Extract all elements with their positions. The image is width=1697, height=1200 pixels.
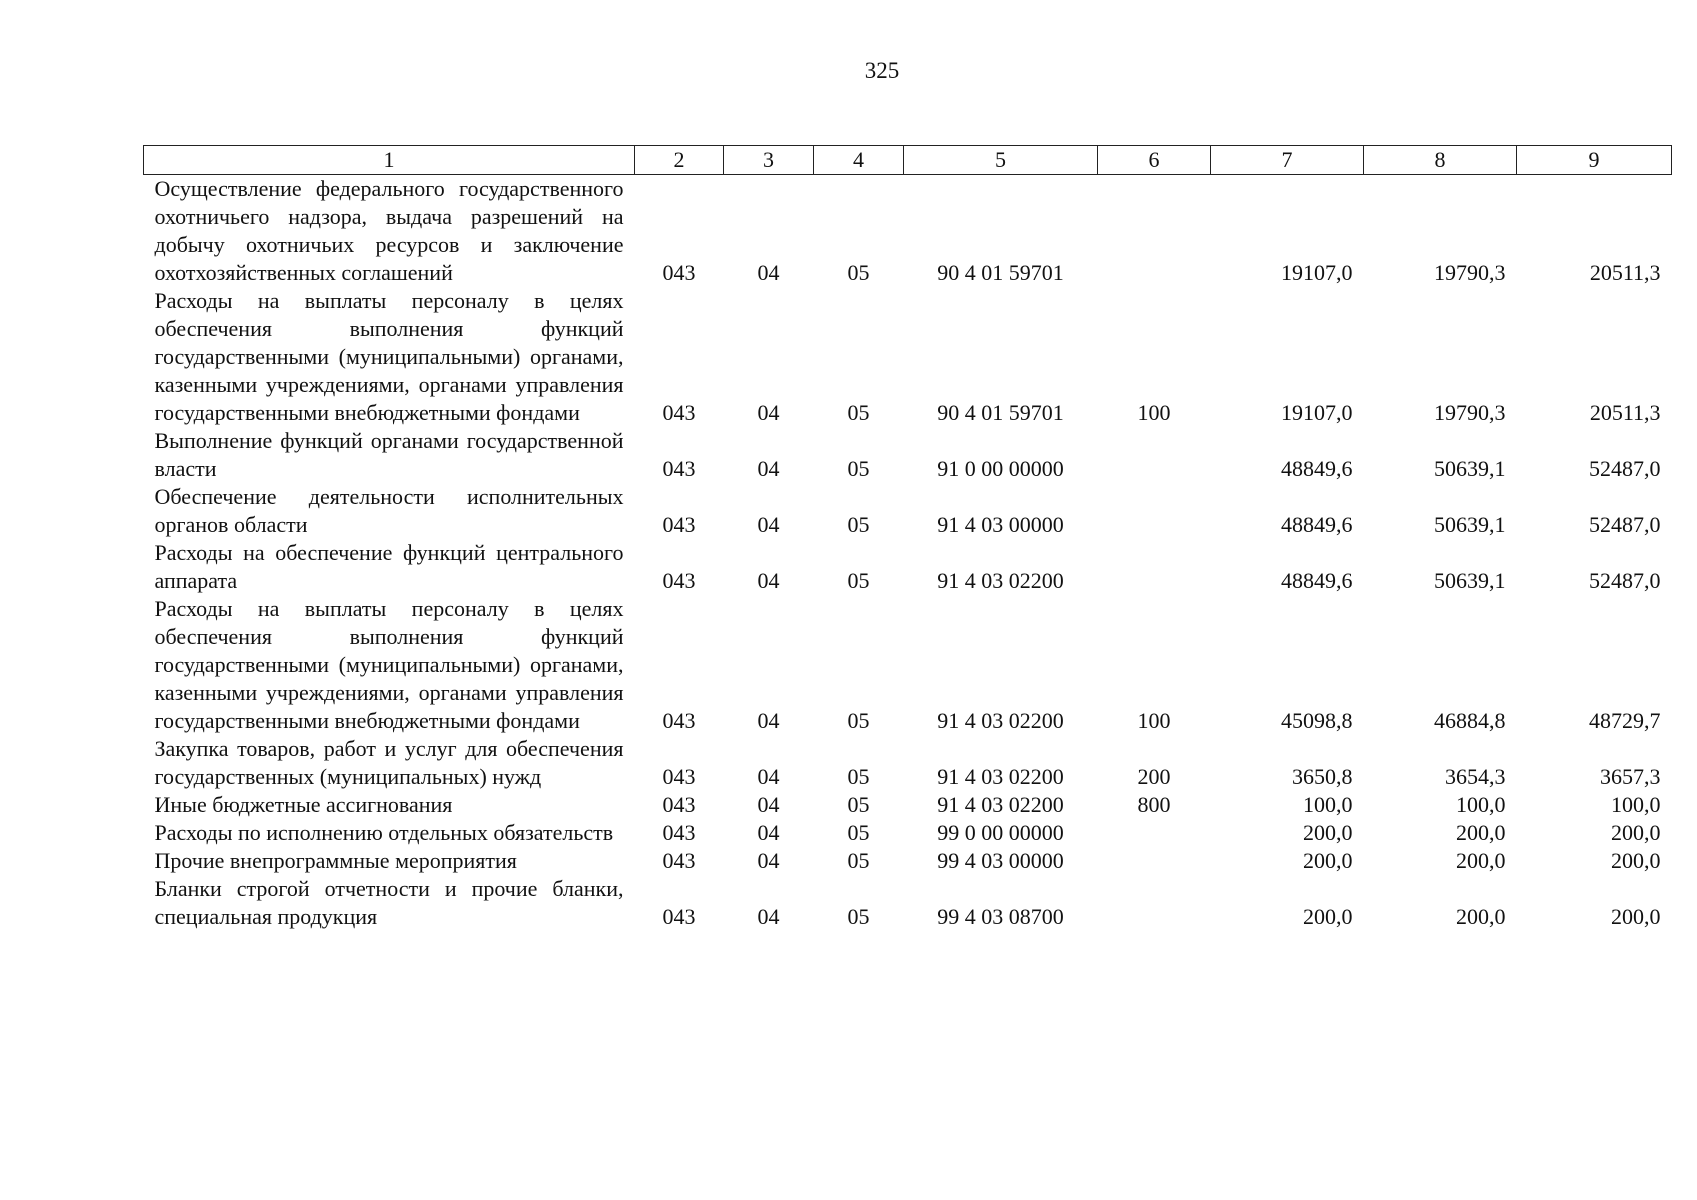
cell-col-2: 043 bbox=[662, 456, 696, 481]
table-row bbox=[144, 819, 1672, 847]
cell-col-6 bbox=[1098, 427, 1211, 483]
cell-col-3: 04 bbox=[757, 400, 780, 425]
cell-col-3: 04 bbox=[757, 708, 780, 733]
cell-col-9: 100,0 bbox=[1611, 792, 1661, 817]
cell-col-9: 20511,3 bbox=[1589, 260, 1661, 285]
cell-col-2: 043 bbox=[662, 904, 696, 929]
table-row bbox=[144, 791, 1672, 819]
cell-col-5: 91 4 03 02200 bbox=[937, 568, 1064, 593]
cell-col-9: 200,0 bbox=[1611, 904, 1661, 929]
column-header-7: 7 bbox=[1211, 146, 1364, 175]
cell-col-3: 04 bbox=[757, 764, 780, 789]
cell-col-4: 05 bbox=[847, 764, 870, 789]
cell-col-4: 05 bbox=[847, 512, 870, 537]
cell-col-6 bbox=[1098, 483, 1211, 539]
cell-col-5: 99 4 03 08700 bbox=[937, 904, 1064, 929]
column-header-1: 1 bbox=[144, 146, 635, 175]
cell-col-6 bbox=[1098, 175, 1211, 288]
column-header-2: 2 bbox=[635, 146, 724, 175]
cell-col-4: 05 bbox=[847, 400, 870, 425]
cell-col-7: 48849,6 bbox=[1281, 456, 1353, 481]
cell-col-3: 04 bbox=[757, 260, 780, 285]
cell-col-6: 100 bbox=[1137, 400, 1171, 425]
cell-col-8: 200,0 bbox=[1456, 820, 1506, 845]
cell-col-6 bbox=[1098, 847, 1211, 875]
row-description: Осуществление федерального государственного охотничьего надзора, выдача разрешений на добычу охотничьих ресурсов и заключение охотхозяйственных соглашений bbox=[154, 176, 624, 285]
row-description: Выполнение функций органами государственной власти bbox=[154, 428, 624, 481]
cell-col-3: 04 bbox=[757, 820, 780, 845]
row-description: Бланки строгой отчетности и прочие бланки, специальная продукция bbox=[154, 876, 624, 929]
cell-col-8: 19790,3 bbox=[1434, 260, 1506, 285]
cell-col-5: 91 4 03 00000 bbox=[937, 512, 1064, 537]
cell-col-8: 200,0 bbox=[1456, 848, 1506, 873]
cell-col-8: 46884,8 bbox=[1434, 708, 1506, 733]
cell-col-9: 52487,0 bbox=[1589, 456, 1661, 481]
cell-col-7: 100,0 bbox=[1303, 792, 1353, 817]
cell-col-7: 48849,6 bbox=[1281, 512, 1353, 537]
page-number: 325 bbox=[864, 58, 900, 83]
cell-col-4: 05 bbox=[847, 568, 870, 593]
column-header-9: 9 bbox=[1517, 146, 1672, 175]
cell-col-2: 043 bbox=[662, 400, 696, 425]
cell-col-7: 200,0 bbox=[1303, 848, 1353, 873]
cell-col-2: 043 bbox=[662, 764, 696, 789]
cell-col-4: 05 bbox=[847, 848, 870, 873]
cell-col-9: 200,0 bbox=[1611, 820, 1661, 845]
row-description: Обеспечение деятельности исполнительных органов области bbox=[154, 484, 624, 537]
row-description: Расходы на выплаты персоналу в целях обеспечения выполнения функций государственными (муниципальными) органами, казенными учреждениями, органами управления государственными внебюджетными фондами bbox=[154, 288, 624, 425]
table-row bbox=[144, 483, 1672, 539]
cell-col-8: 100,0 bbox=[1456, 792, 1506, 817]
cell-col-8: 200,0 bbox=[1456, 904, 1506, 929]
cell-col-4: 05 bbox=[847, 792, 870, 817]
cell-col-5: 99 4 03 00000 bbox=[937, 848, 1064, 873]
cell-col-6 bbox=[1098, 819, 1211, 847]
cell-col-7: 45098,8 bbox=[1281, 708, 1353, 733]
cell-col-6: 200 bbox=[1137, 764, 1171, 789]
cell-col-2: 043 bbox=[662, 848, 696, 873]
cell-col-7: 48849,6 bbox=[1281, 568, 1353, 593]
row-description: Иные бюджетные ассигнования bbox=[154, 792, 453, 817]
cell-col-7: 19107,0 bbox=[1281, 260, 1353, 285]
cell-col-9: 52487,0 bbox=[1589, 512, 1661, 537]
table-body bbox=[144, 175, 1672, 932]
cell-col-5: 91 4 03 02200 bbox=[937, 792, 1064, 817]
column-header-5: 5 bbox=[904, 146, 1098, 175]
table-row bbox=[144, 287, 1672, 427]
cell-col-4: 05 bbox=[847, 820, 870, 845]
row-description: Расходы по исполнению отдельных обязательств bbox=[154, 820, 614, 845]
table-row bbox=[144, 847, 1672, 875]
cell-col-3: 04 bbox=[757, 512, 780, 537]
row-description: Прочие внепрограммные мероприятия bbox=[154, 848, 517, 873]
row-description: Расходы на выплаты персоналу в целях обеспечения выполнения функций государственными (муниципальными) органами, казенными учреждениями, органами управления государственными внебюджетными фондами bbox=[154, 596, 624, 733]
cell-col-5: 99 0 00 00000 bbox=[937, 820, 1064, 845]
cell-col-2: 043 bbox=[662, 792, 696, 817]
cell-col-9: 3657,3 bbox=[1600, 764, 1661, 789]
table-row bbox=[144, 539, 1672, 595]
cell-col-3: 04 bbox=[757, 568, 780, 593]
cell-col-4: 05 bbox=[847, 260, 870, 285]
budget-table bbox=[143, 145, 1672, 931]
cell-col-3: 04 bbox=[757, 848, 780, 873]
table-row bbox=[144, 595, 1672, 735]
cell-col-2: 043 bbox=[662, 820, 696, 845]
column-header-3: 3 bbox=[724, 146, 814, 175]
cell-col-4: 05 bbox=[847, 904, 870, 929]
cell-col-6 bbox=[1098, 875, 1211, 931]
cell-col-7: 200,0 bbox=[1303, 904, 1353, 929]
cell-col-5: 91 4 03 02200 bbox=[937, 708, 1064, 733]
column-header-6: 6 bbox=[1098, 146, 1211, 175]
cell-col-4: 05 bbox=[847, 456, 870, 481]
table-row bbox=[144, 427, 1672, 483]
cell-col-8: 50639,1 bbox=[1434, 568, 1506, 593]
cell-col-3: 04 bbox=[757, 904, 780, 929]
cell-col-7: 3650,8 bbox=[1292, 764, 1353, 789]
cell-col-5: 91 0 00 00000 bbox=[937, 456, 1064, 481]
cell-col-5: 90 4 01 59701 bbox=[937, 260, 1064, 285]
cell-col-9: 20511,3 bbox=[1589, 400, 1661, 425]
cell-col-7: 200,0 bbox=[1303, 820, 1353, 845]
column-header-8: 8 bbox=[1364, 146, 1517, 175]
cell-col-9: 52487,0 bbox=[1589, 568, 1661, 593]
cell-col-4: 05 bbox=[847, 708, 870, 733]
cell-col-2: 043 bbox=[662, 568, 696, 593]
row-description: Закупка товаров, работ и услуг для обеспечения государственных (муниципальных) нужд bbox=[154, 736, 624, 789]
cell-col-7: 19107,0 bbox=[1281, 400, 1353, 425]
cell-col-8: 3654,3 bbox=[1445, 764, 1506, 789]
cell-col-8: 50639,1 bbox=[1434, 456, 1506, 481]
cell-col-6: 100 bbox=[1137, 708, 1171, 733]
cell-col-8: 19790,3 bbox=[1434, 400, 1506, 425]
cell-col-5: 90 4 01 59701 bbox=[937, 400, 1064, 425]
table-row bbox=[144, 735, 1672, 791]
cell-col-6 bbox=[1098, 539, 1211, 595]
cell-col-2: 043 bbox=[662, 260, 696, 285]
table-row bbox=[144, 875, 1672, 931]
cell-col-9: 48729,7 bbox=[1589, 708, 1661, 733]
cell-col-6: 800 bbox=[1137, 792, 1171, 817]
table-row bbox=[144, 175, 1672, 288]
cell-col-2: 043 bbox=[662, 512, 696, 537]
row-description: Расходы на обеспечение функций центрального аппарата bbox=[154, 540, 624, 593]
header-row bbox=[144, 146, 1672, 175]
cell-col-5: 91 4 03 02200 bbox=[937, 764, 1064, 789]
cell-col-3: 04 bbox=[757, 456, 780, 481]
cell-col-3: 04 bbox=[757, 792, 780, 817]
column-header-4: 4 bbox=[814, 146, 904, 175]
cell-col-9: 200,0 bbox=[1611, 848, 1661, 873]
cell-col-2: 043 bbox=[662, 708, 696, 733]
cell-col-8: 50639,1 bbox=[1434, 512, 1506, 537]
